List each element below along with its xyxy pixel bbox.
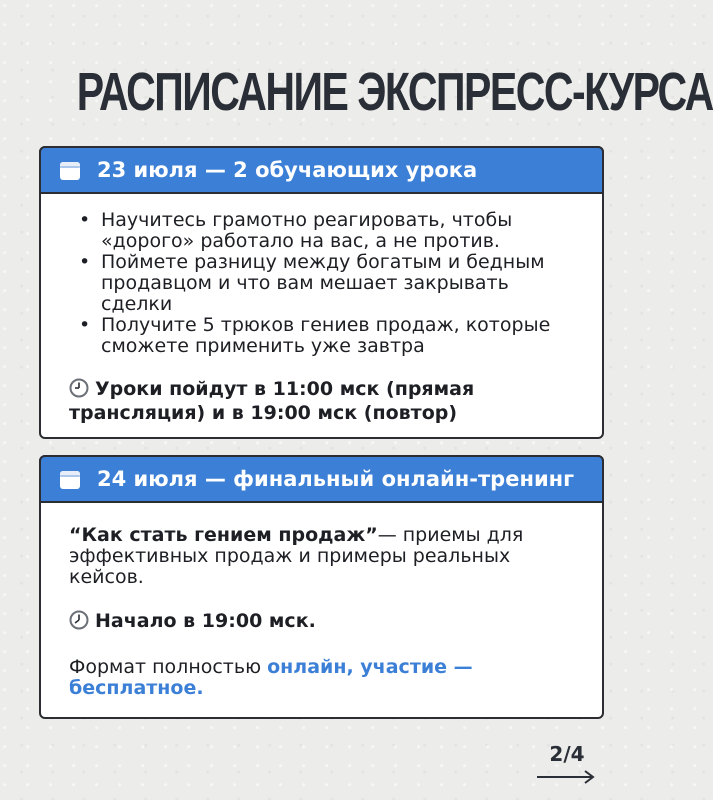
format-highlight: онлайн, участие — бесплатное.	[69, 656, 473, 699]
format-note	[69, 657, 584, 699]
page-separator: /	[563, 742, 571, 766]
card-header	[39, 146, 604, 194]
training-title: “Как стать гением продаж”	[69, 524, 378, 546]
schedule-card-day1	[39, 146, 604, 439]
bullet-list	[69, 210, 584, 357]
card-header-title: 23 июля — 2 обучающих урока	[97, 158, 478, 182]
page-current: 2	[549, 742, 564, 766]
schedule-note	[69, 378, 584, 424]
clock-icon	[69, 378, 89, 403]
page-title: РАСПИСАНИЕ ЭКСПРЕСС-КУРСА	[76, 62, 713, 122]
list-item: • Получите 5 трюков гениев продаж, которые сможете применить уже завтра	[69, 315, 584, 357]
clock-icon	[69, 610, 89, 635]
card-header-title: 24 июля — финальный онлайн-тренинг	[97, 467, 575, 491]
schedule-text: Уроки пойдут в 11:00 мск (прямая трансляция) и в 19:00 мск (повтор)	[69, 378, 475, 424]
calendar-icon	[59, 160, 81, 181]
list-item: • Научитесь грамотно реагировать, чтобы «дорого» работало на вас, а не против.	[69, 210, 584, 252]
list-item: • Поймете разницу между богатым и бедным продавцом и что вам мешает закрывать сделки	[69, 252, 584, 315]
page-indicator	[542, 742, 592, 766]
format-prefix: Формат полностью	[69, 656, 268, 678]
start-time-text: Начало в 19:00 мск.	[95, 610, 316, 632]
arrow-right-icon[interactable]	[536, 770, 596, 784]
page-total: 4	[570, 742, 585, 766]
calendar-icon	[59, 469, 81, 490]
card-header	[39, 455, 604, 503]
training-summary: — приемы для эффективных продаж и примеры реальных кейсов.	[69, 524, 524, 588]
training-description	[69, 525, 584, 588]
start-time-note	[69, 610, 584, 635]
schedule-card-day2	[39, 455, 604, 719]
